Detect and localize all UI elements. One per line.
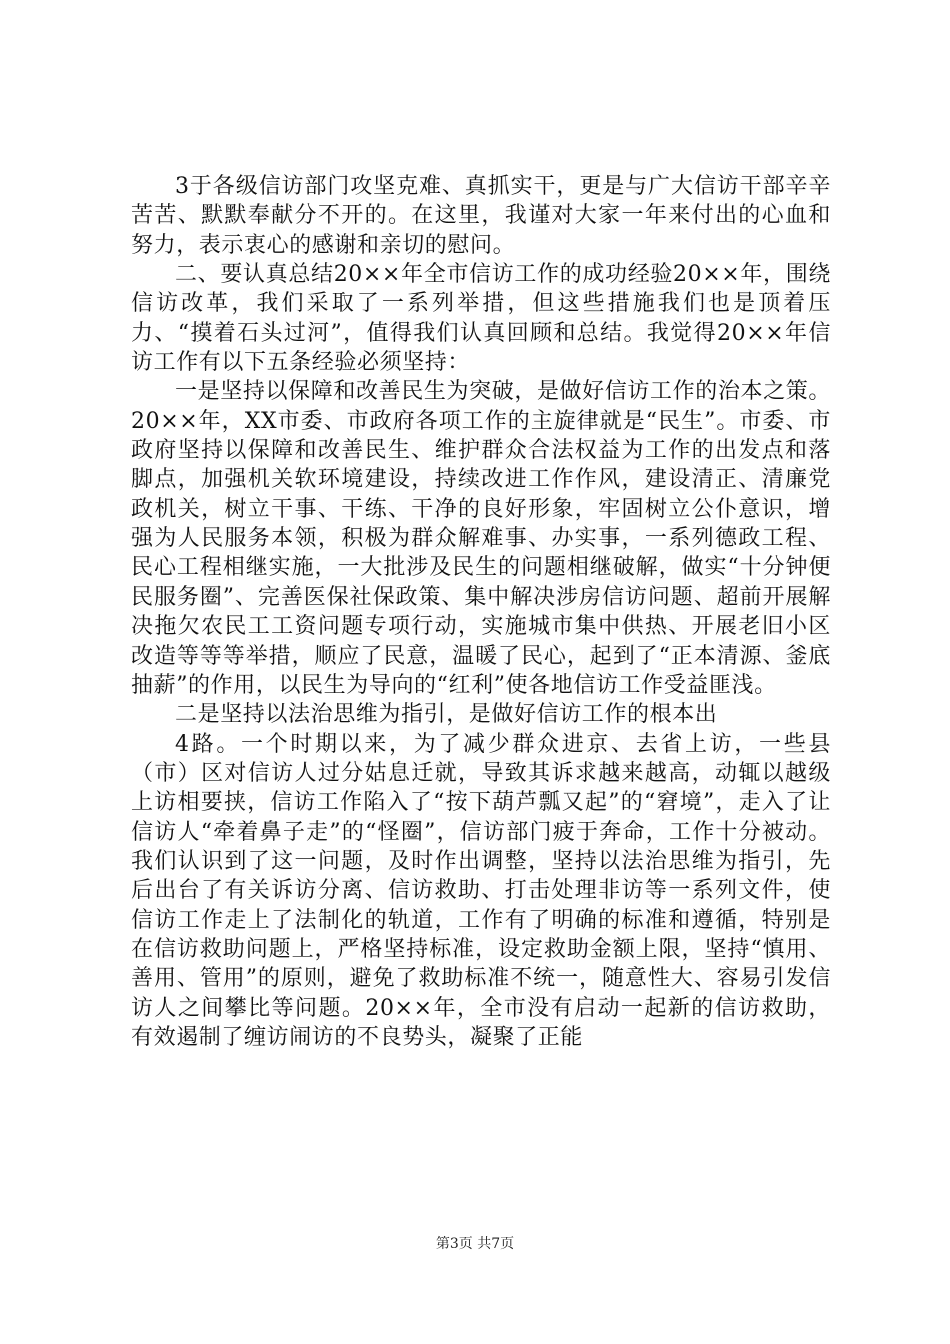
paragraph-3: 一是坚持以保障和改善民生为突破，是做好信访工作的治本之策。20××年，XX市委、市政府各项工作的主旋律就是“民生”。市委、市政府坚持以保障和改善民生、维护群众合法权益为工作的出发点和落脚点，加强机关软环境建设，持续改进工作作风，建设清正、清廉党政机关，树立干事、干练、干净的良好形象，牢固树立公仆意识，增强为人民服务本领，积极为群众解难事、办实事，一系列德政工程、民心工程相继实施，一大批涉及民生的问题相继破解，做实“十分钟便民服务圈”、完善医保社保政策、集中解决涉房信访问题、超前开展解决拖欠农民工工资问题专项行动，实施城市集中供热、开展老旧小区改造等等等举措，顺应了民意，温暖了民心，起到了“正本清源、釜底抽薪”的作用，以民生为导向的“红利”使各地信访工作受益匪浅。 xyxy=(131,379,831,698)
paragraph-4: 二是坚持以法治思维为指引，是做好信访工作的根本出 xyxy=(175,702,718,728)
page-footer: 第3页 共7页 xyxy=(435,1236,515,1252)
paragraph-2: 二、要认真总结20××年全市信访工作的成功经验20××年，围绕信访改革，我们采取了一系列举措，但这些措施我们也是顶着压力、“摸着石头过河”，值得我们认真回顾和总结。我觉得20××年信访工作有以下五条经验必须坚持： xyxy=(131,262,831,376)
document-body xyxy=(131,172,831,1052)
paragraph-5: 4路。一个时期以来，为了减少群众进京、去省上访，一些县（市）区对信访人过分姑息迁就，导致其诉求越来越高，动辄以越级上访相要挟，信访工作陷入了“按下葫芦瓢又起”的“窘境”，走入了让信访人“牵着鼻子走”的“怪圈”，信访部门疲于奔命，工作十分被动。我们认识到了这一问题，及时作出调整，坚持以法治思维为指引，先后出台了有关诉访分离、信访救助、打击处理非访等一系列文件，使信访工作走上了法制化的轨道，工作有了明确的标准和遵循，特别是在信访救助问题上，严格坚持标准，设定救助金额上限，坚持“慎用、善用、管用”的原则，避免了救助标准不统一，随意性大、容易引发信访人之间攀比等问题。20××年，全市没有启动一起新的信访救助，有效遏制了缠访闹访的不良势头，凝聚了正能 xyxy=(131,731,831,1050)
paragraph-1: 3于各级信访部门攻坚克难、真抓实干，更是与广大信访干部辛辛苦苦、默默奉献分不开的。在这里，我谨对大家一年来付出的心血和努力，表示衷心的感谢和亲切的慰问。 xyxy=(131,174,831,258)
